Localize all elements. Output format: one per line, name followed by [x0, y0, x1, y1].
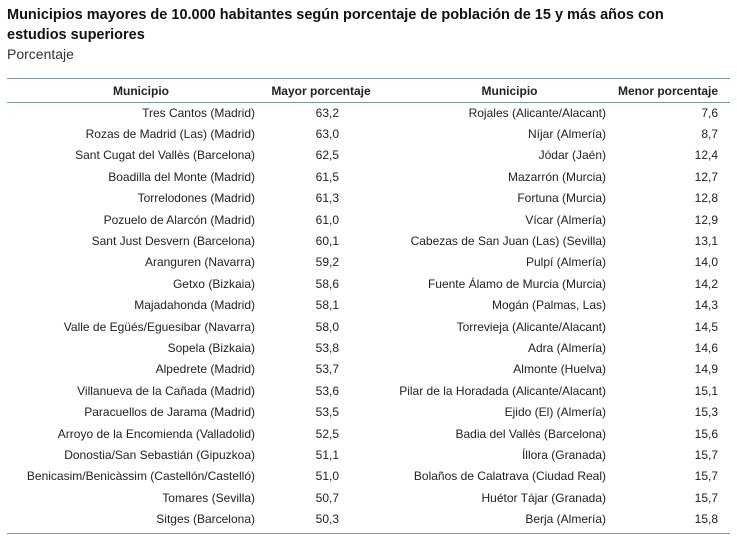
table-subtitle: Porcentaje — [7, 46, 74, 62]
municipio-menor-cell: Níjar (Almería) — [527, 127, 606, 142]
menor-porcentaje-cell: 13,1 — [694, 234, 718, 249]
municipio-menor-cell: Almonte (Huelva) — [513, 362, 606, 377]
municipio-mayor-cell: Majadahonda (Madrid) — [134, 298, 255, 313]
table-body — [7, 102, 730, 530]
municipio-mayor-cell: Sant Just Desvern (Barcelona) — [91, 234, 255, 249]
table-row — [7, 508, 730, 529]
municipio-menor-cell: Adra (Almería) — [527, 340, 606, 355]
table-row — [7, 209, 730, 230]
menor-porcentaje-cell: 15,7 — [694, 469, 718, 484]
header-row — [7, 79, 730, 102]
municipio-mayor-cell: Getxo (Bizkaia) — [172, 276, 255, 291]
mayor-porcentaje-cell: 61,5 — [315, 169, 339, 184]
mayor-porcentaje-cell: 52,5 — [315, 426, 339, 441]
municipio-mayor-cell: Benicasim/Benicàssim (Castellón/Castelló) — [26, 469, 255, 484]
municipio-mayor-cell: Rozas de Madrid (Las) (Madrid) — [85, 127, 255, 142]
table-row — [7, 166, 730, 187]
municipio-menor-cell: Pulpí (Almería) — [525, 255, 606, 270]
table-row — [7, 316, 730, 337]
mayor-porcentaje-cell: 58,0 — [315, 319, 339, 334]
table-title: Municipios mayores de 10.000 habitantes según porcentaje de población de 15 y más años con estudios superiores — [7, 7, 664, 43]
menor-porcentaje-cell: 14,3 — [694, 298, 718, 313]
menor-porcentaje-cell: 15,6 — [694, 426, 718, 441]
municipio-mayor-cell: Tomares (Sevilla) — [162, 490, 255, 505]
municipio-menor-cell: Íllora (Granada) — [521, 447, 606, 462]
municipio-menor-cell: Mogán (Palmas, Las) — [491, 298, 606, 313]
municipio-mayor-cell: Sitges (Barcelona) — [156, 512, 255, 527]
menor-porcentaje-cell: 15,7 — [694, 490, 718, 505]
municipio-menor-cell: Jódar (Jaén) — [538, 148, 606, 163]
municipio-menor-cell: Pilar de la Horadada (Alicante/Alacant) — [399, 383, 606, 398]
municipios-table — [7, 79, 730, 530]
table-row — [7, 423, 730, 444]
municipio-menor-cell: Vícar (Almería) — [525, 212, 606, 227]
mayor-porcentaje-cell: 53,8 — [315, 340, 339, 355]
municipio-menor-cell: Torrevieja (Alicante/Alacant) — [456, 319, 606, 334]
table-row — [7, 252, 730, 273]
table-row — [7, 273, 730, 294]
municipio-menor-cell: Fortuna (Murcia) — [517, 191, 606, 206]
table-row — [7, 145, 730, 166]
mayor-porcentaje-cell: 58,6 — [315, 276, 339, 291]
table-row — [7, 337, 730, 358]
table-row — [7, 444, 730, 465]
mayor-porcentaje-cell: 53,7 — [315, 362, 339, 377]
table-row — [7, 123, 730, 144]
mayor-porcentaje-cell: 61,0 — [315, 212, 339, 227]
municipio-mayor-cell: Villanueva de la Cañada (Madrid) — [77, 383, 255, 398]
municipio-menor-cell: Cabezas de San Juan (Las) (Sevilla) — [410, 234, 606, 249]
table-row — [7, 487, 730, 508]
menor-porcentaje-cell: 12,7 — [694, 169, 718, 184]
municipio-mayor-cell: Boadilla del Monte (Madrid) — [108, 169, 255, 184]
mayor-porcentaje-cell: 63,2 — [315, 105, 339, 120]
municipio-menor-cell: Mazarrón (Murcia) — [507, 169, 606, 184]
menor-porcentaje-cell: 7,6 — [701, 105, 718, 120]
menor-porcentaje-cell: 15,1 — [694, 383, 718, 398]
municipio-mayor-cell: Valle de Egüés/Eguesibar (Navarra) — [63, 319, 255, 334]
municipio-menor-cell: Huétor Tájar (Granada) — [481, 490, 606, 505]
table-row — [7, 401, 730, 422]
municipio-menor-cell: Berja (Almería) — [525, 512, 606, 527]
header-municipio-left: Municipio — [113, 83, 169, 98]
municipio-menor-cell: Badia del Vallès (Barcelona) — [455, 426, 606, 441]
table-row — [7, 359, 730, 380]
mayor-porcentaje-cell: 53,6 — [315, 383, 339, 398]
municipio-menor-cell: Bolaños de Calatrava (Ciudad Real) — [413, 469, 606, 484]
menor-porcentaje-cell: 12,8 — [694, 191, 718, 206]
header-menor-porcentaje: Menor porcentaje — [617, 83, 719, 98]
menor-porcentaje-cell: 14,6 — [694, 340, 718, 355]
municipio-mayor-cell: Aranguren (Navarra) — [144, 255, 255, 270]
menor-porcentaje-cell: 14,2 — [694, 276, 718, 291]
menor-porcentaje-cell: 12,4 — [694, 148, 718, 163]
municipio-mayor-cell: Pozuelo de Alarcón (Madrid) — [103, 212, 255, 227]
mayor-porcentaje-cell: 62,5 — [315, 148, 339, 163]
mayor-porcentaje-cell: 50,3 — [315, 512, 339, 527]
table-row — [7, 295, 730, 316]
header-municipio-right: Municipio — [481, 83, 538, 98]
municipio-mayor-cell: Tres Cantos (Madrid) — [142, 105, 255, 120]
menor-porcentaje-cell: 15,7 — [694, 447, 718, 462]
menor-porcentaje-cell: 15,3 — [694, 405, 718, 420]
menor-porcentaje-cell: 15,8 — [694, 512, 718, 527]
municipio-mayor-cell: Sopela (Bizkaia) — [167, 340, 255, 355]
header-mayor-porcentaje: Mayor porcentaje — [271, 83, 371, 98]
mayor-porcentaje-cell: 63,0 — [315, 127, 339, 142]
mayor-porcentaje-cell: 51,0 — [315, 469, 339, 484]
mayor-porcentaje-cell: 61,3 — [315, 191, 339, 206]
municipio-mayor-cell: Sant Cugat del Vallès (Barcelona) — [75, 148, 255, 163]
table-row — [7, 466, 730, 487]
menor-porcentaje-cell: 14,5 — [694, 319, 718, 334]
menor-porcentaje-cell: 14,0 — [694, 255, 718, 270]
mayor-porcentaje-cell: 60,1 — [315, 234, 339, 249]
municipio-mayor-cell: Alpedrete (Madrid) — [155, 362, 255, 377]
mayor-porcentaje-cell: 50,7 — [315, 490, 339, 505]
menor-porcentaje-cell: 14,9 — [694, 362, 718, 377]
table-row — [7, 230, 730, 251]
menor-porcentaje-cell: 12,9 — [694, 212, 718, 227]
bottom-divider — [7, 533, 730, 534]
mayor-porcentaje-cell: 58,1 — [315, 298, 339, 313]
municipio-menor-cell: Ejido (El) (Almería) — [504, 405, 606, 420]
table-row — [7, 102, 730, 123]
municipio-mayor-cell: Paracuellos de Jarama (Madrid) — [84, 405, 255, 420]
mayor-porcentaje-cell: 59,2 — [315, 255, 339, 270]
municipio-menor-cell: Fuente Álamo de Murcia (Murcia) — [427, 276, 606, 291]
table-row — [7, 188, 730, 209]
menor-porcentaje-cell: 8,7 — [701, 127, 718, 142]
mayor-porcentaje-cell: 51,1 — [315, 447, 339, 462]
municipio-mayor-cell: Torrelodones (Madrid) — [137, 191, 255, 206]
mayor-porcentaje-cell: 53,5 — [315, 405, 339, 420]
municipio-mayor-cell: Arroyo de la Encomienda (Valladolid) — [57, 426, 255, 441]
municipio-mayor-cell: Donostia/San Sebastián (Gipuzkoa) — [64, 447, 255, 462]
table-row — [7, 380, 730, 401]
municipio-menor-cell: Rojales (Alicante/Alacant) — [468, 105, 606, 120]
